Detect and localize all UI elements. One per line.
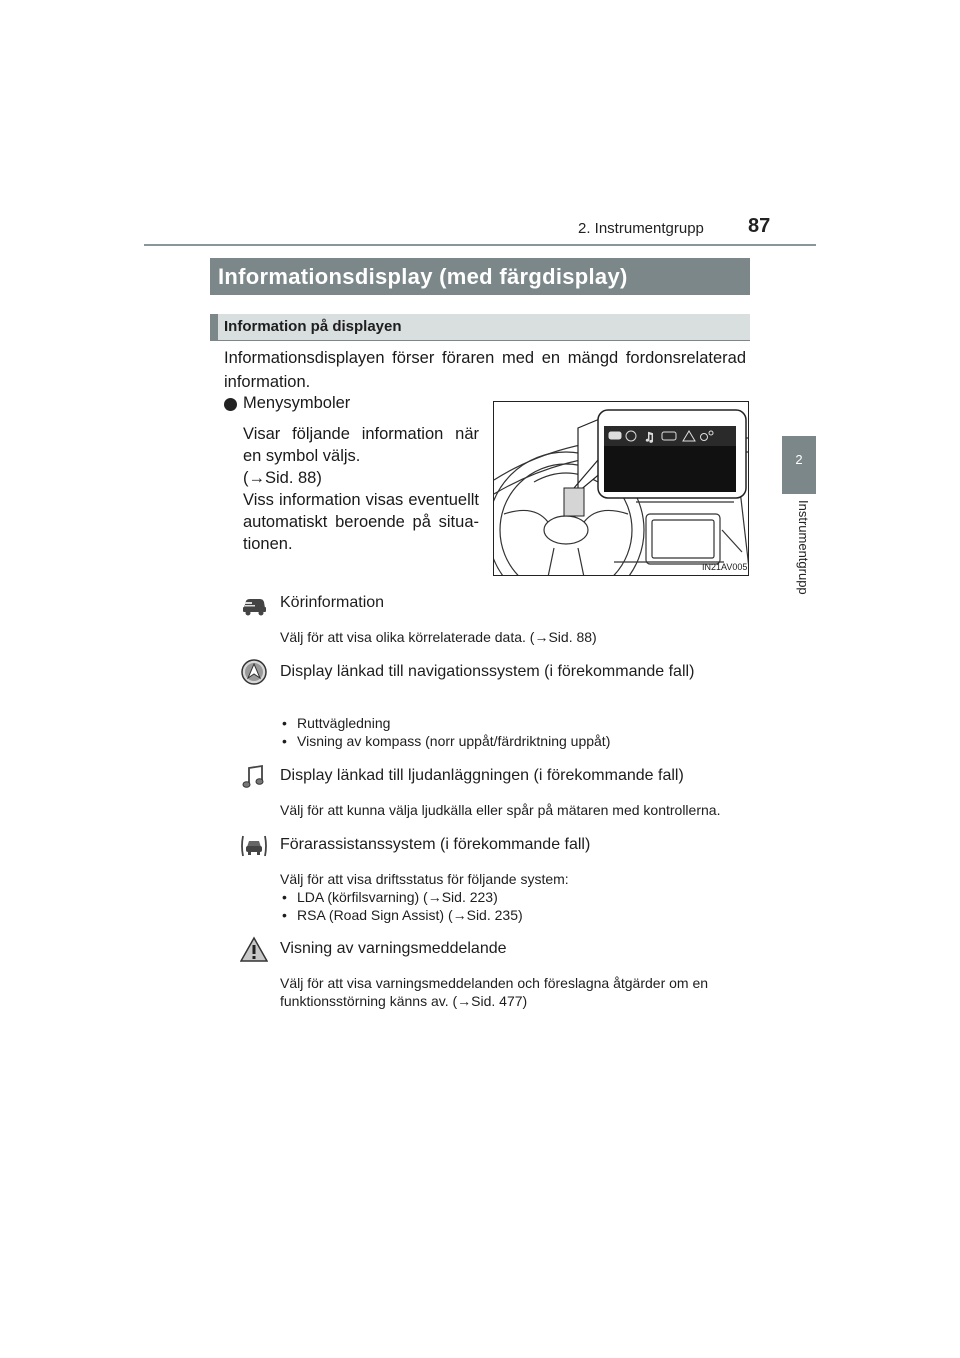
item-list bbox=[282, 714, 610, 750]
dashboard-drawing bbox=[494, 402, 749, 576]
item-title: Visning av varningsmeddelande bbox=[280, 940, 507, 957]
item-title: Display länkad till ljudanläggningen (i förekommande fall) bbox=[280, 767, 684, 784]
chapter-tab-number: 2 bbox=[795, 452, 803, 467]
music-note-icon bbox=[240, 763, 268, 791]
dashboard-illustration bbox=[493, 401, 749, 576]
section-subtitle: Information på displayen bbox=[210, 314, 750, 340]
item-title: Förarassistanssystem (i förekommande fall) bbox=[280, 836, 591, 853]
bullet-title: Menysymboler bbox=[243, 394, 351, 412]
car-info-icon bbox=[240, 590, 268, 618]
chapter-tab-label: Instrumentgrupp bbox=[796, 500, 811, 595]
item-desc: Välj för att kunna välja ljudkälla eller spår på mätaren med kontrollerna. bbox=[280, 802, 721, 818]
item-desc: Välj för att visa varningsmeddelanden och föreslagna åtgärder om en funktionsstörning känns av. (→Sid. 477) bbox=[280, 975, 709, 1009]
page-title: Informationsdisplay (med färgdisplay) bbox=[210, 258, 750, 295]
figure-label: IN21AV005 bbox=[702, 562, 748, 572]
header-divider bbox=[144, 244, 816, 246]
list-item: • RSA (Road Sign Assist) (→Sid. 235) bbox=[282, 906, 523, 924]
list-item: • Ruttvägledning bbox=[282, 714, 610, 732]
driver-assist-icon bbox=[240, 832, 268, 860]
item-list bbox=[282, 888, 523, 924]
svg-text:♫: ♫ bbox=[644, 430, 655, 444]
item-title: Körinformation bbox=[280, 594, 385, 611]
bullet-body bbox=[243, 423, 479, 555]
page-number: 87 bbox=[748, 215, 771, 237]
subtitle-divider bbox=[210, 340, 750, 341]
list-item: • Visning av kompass (norr uppåt/färdriktning uppåt) bbox=[282, 732, 610, 750]
list-item: • LDA (körfilsvarning) (→Sid. 223) bbox=[282, 888, 523, 906]
warning-icon bbox=[240, 936, 268, 964]
intro-text: Informationsdisplayen förser föraren med en mängd fordonsrelaterad information. bbox=[224, 349, 746, 391]
bullet-line: Visar följande information när en symbol väljs. bbox=[243, 425, 479, 465]
bullet-line: (→Sid. 88) bbox=[243, 469, 322, 487]
bullet-line: Viss information visas eventuellt automatiskt beroende på situa-tionen. bbox=[243, 491, 479, 553]
item-desc: Välj för att visa olika körrelaterade data. (→Sid. 88) bbox=[280, 629, 597, 645]
item-desc: Välj för att visa driftsstatus för följande system: bbox=[280, 871, 569, 887]
navigation-icon bbox=[240, 658, 268, 686]
bullet-icon bbox=[224, 398, 237, 411]
section-title: 2. Instrumentgrupp bbox=[578, 220, 704, 237]
item-title: Display länkad till navigationssystem (i förekommande fall) bbox=[280, 663, 695, 680]
